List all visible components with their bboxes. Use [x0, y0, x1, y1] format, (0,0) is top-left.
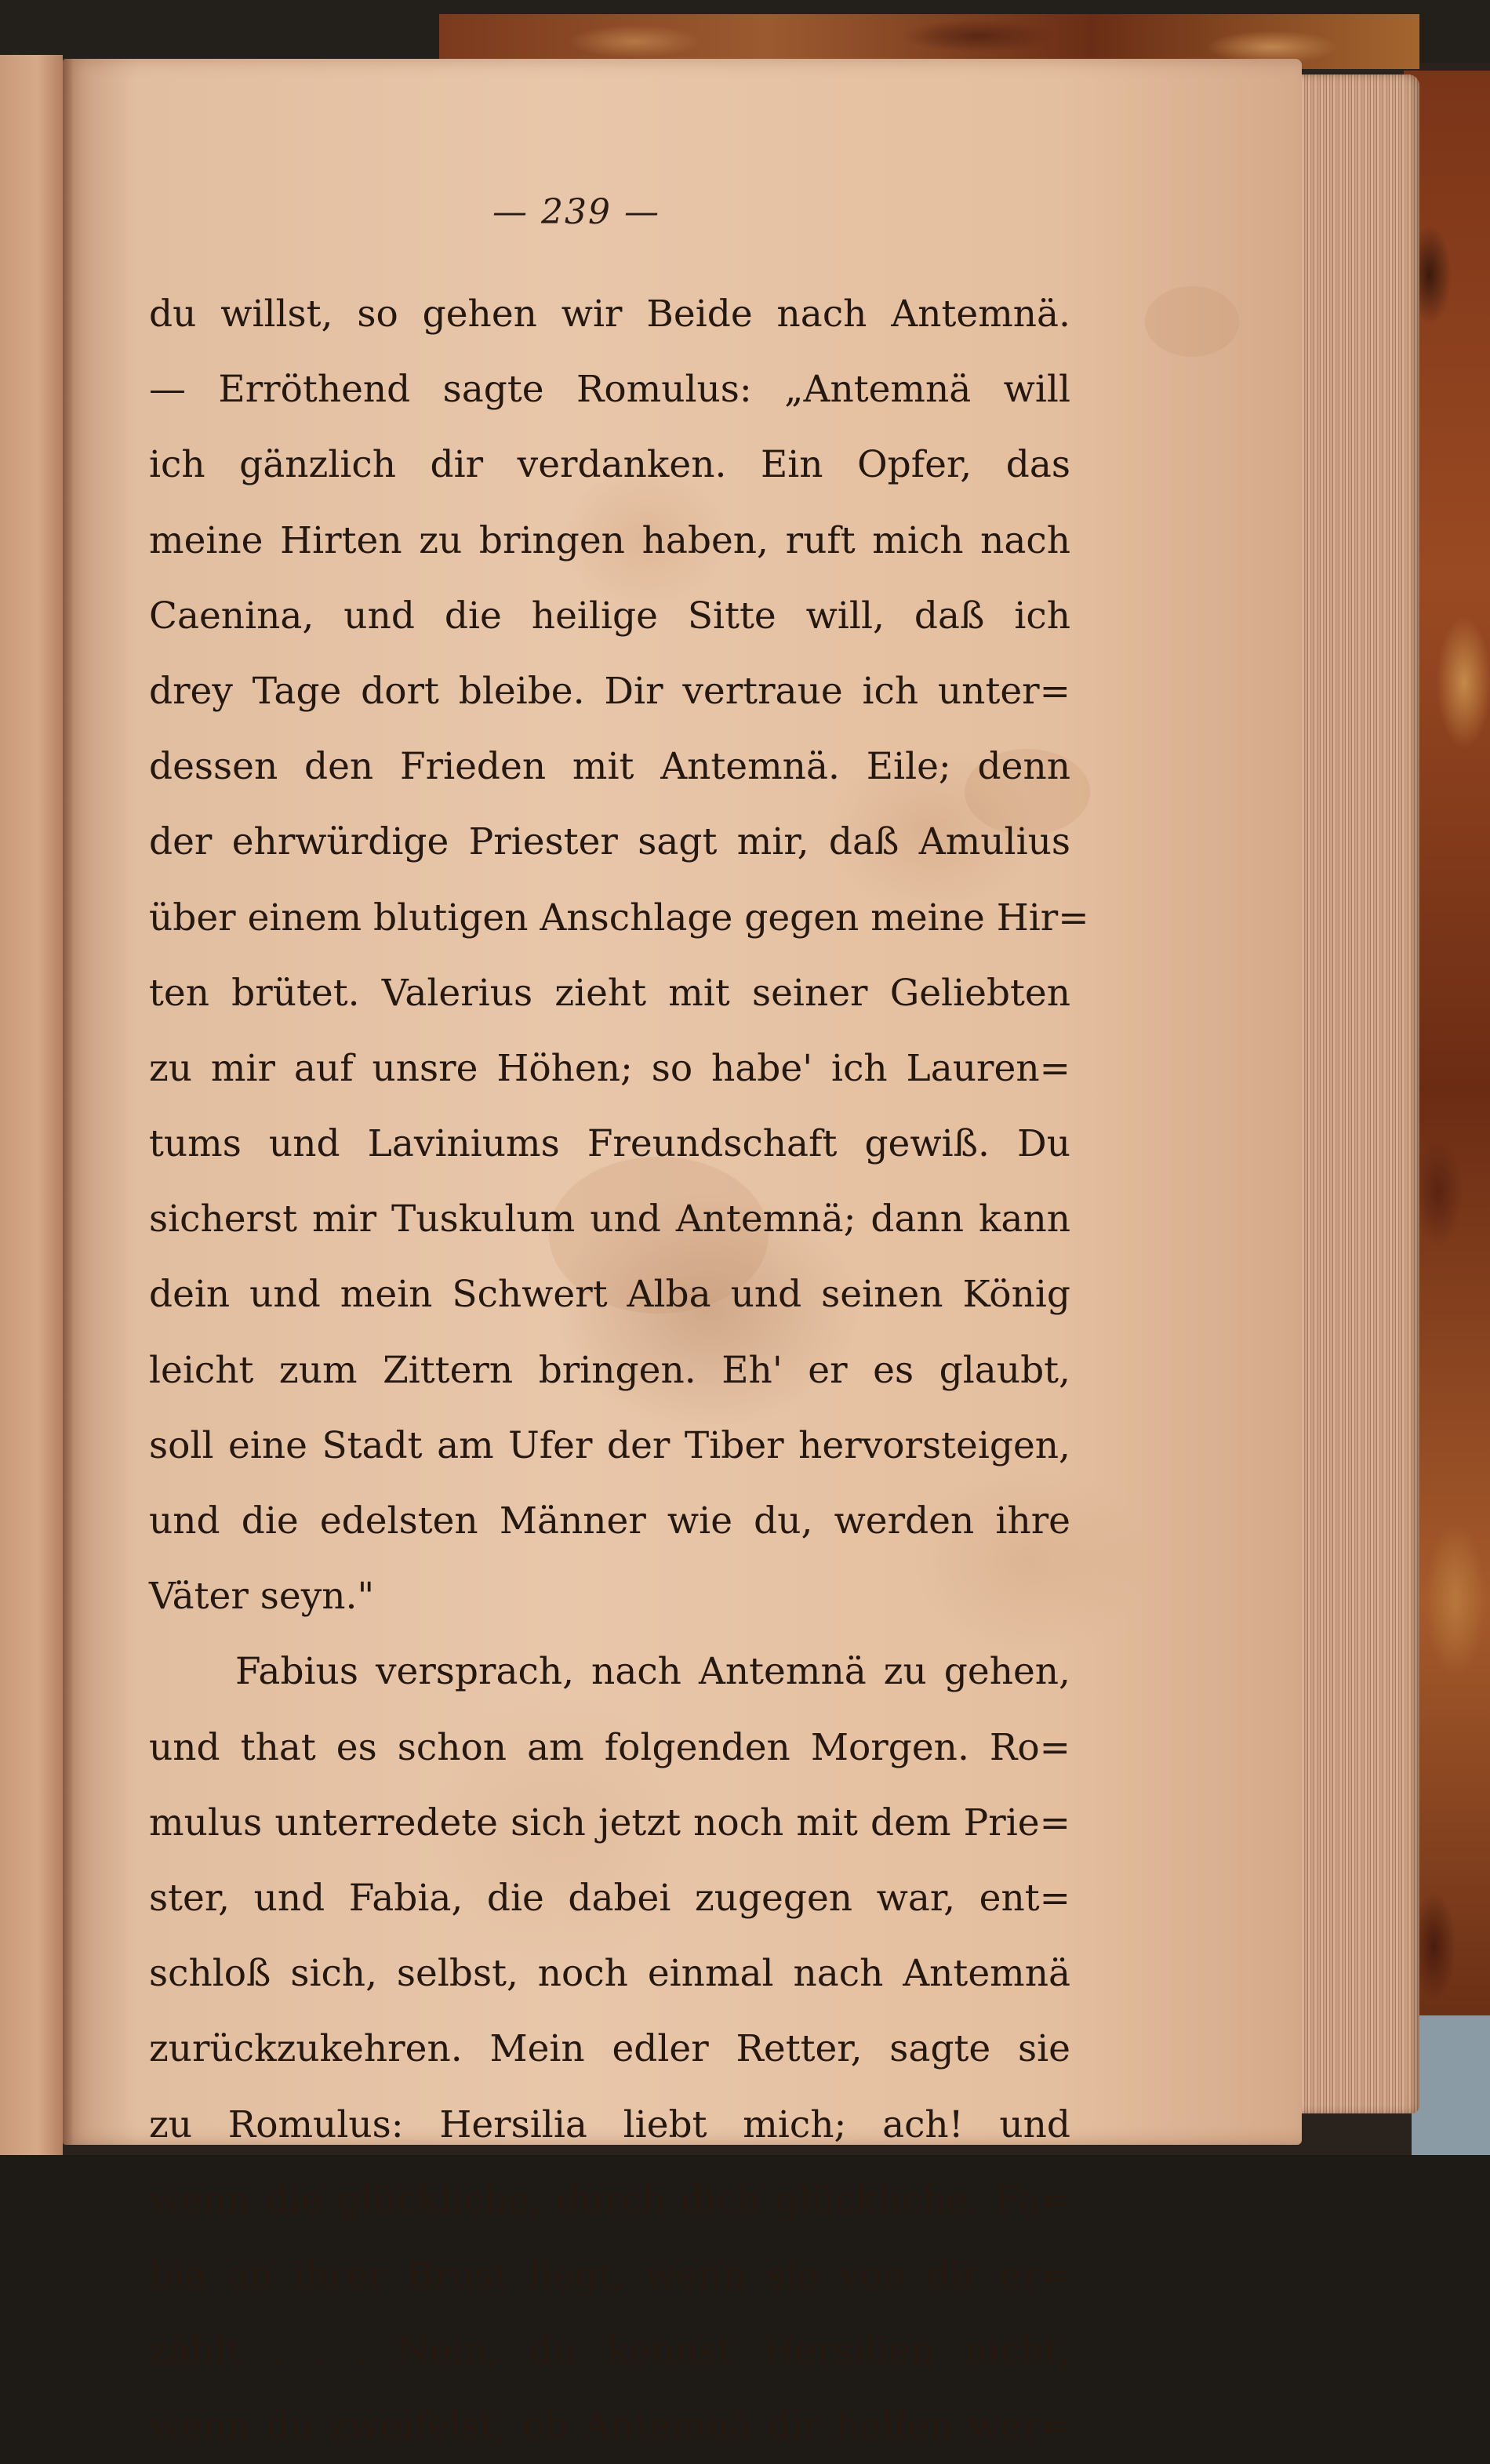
- text-line: zu Romulus: Hersilia liebt mich; ach! und: [149, 2102, 1070, 2146]
- page-number: — 239 —: [492, 192, 660, 232]
- text-line: zählt . . . Nein, du kennst Hersilien nicht,: [149, 2329, 1070, 2373]
- text-line: drey Tage dort bleibe. Dir vertraue ich unter=: [149, 669, 1070, 713]
- text-line: und that es schon am folgenden Morgen. Ro=: [149, 1725, 1070, 1769]
- text-line: ten brütet. Valerius zieht mit seiner Geliebten: [149, 971, 1070, 1015]
- text-line: zurückzukehren. Mein edler Retter, sagte sie: [149, 2027, 1070, 2071]
- foxing-stain: [1145, 286, 1239, 357]
- text-line: schloß sich, selbst, noch einmal nach Antemnä: [149, 1952, 1070, 1996]
- body-text: [149, 277, 1089, 2464]
- page-gutter-shadow: [63, 59, 74, 2145]
- text-line: Fabius versprach, nach Antemnä zu gehen,: [235, 1650, 1070, 1694]
- facing-page-edge: [0, 55, 63, 2155]
- book-page: [63, 59, 1302, 2448]
- text-line: meine Hirten zu bringen haben, ruft mich nach: [149, 518, 1070, 562]
- text-line: Väter seyn.": [149, 1575, 375, 1619]
- page-fore-edge: [1286, 75, 1419, 2113]
- endpaper-corner: [1412, 2015, 1490, 2155]
- text-line: dein und mein Schwert Alba und seinen König: [149, 1273, 1070, 1317]
- text-line: zu mir auf unsre Höhen; so habe' ich Lauren=: [149, 1046, 1070, 1090]
- text-line: wenn du zweifelst, ob Antemnä dir helfen wer=: [149, 2404, 1070, 2448]
- text-line: Caenina, und die heilige Sitte will, daß ich: [149, 594, 1070, 638]
- text-line: ster, und Fabia, die dabei zugegen war, ent=: [149, 1876, 1070, 1920]
- text-line: der ehrwürdige Priester sagt mir, daß Amulius: [149, 820, 1070, 864]
- text-line: tums und Laviniums Freundschaft gewiß. Du: [149, 1122, 1070, 1166]
- text-line: wenn die glückliche, durch dich glückliche, Fa=: [149, 2178, 1070, 2222]
- text-line: bia an ihrer Brust liegt, wenn sie von dir er=: [149, 2253, 1070, 2297]
- text-line: über einem blutigen Anschlage gegen meine Hir=: [149, 896, 1089, 939]
- text-line: sicherst mir Tuskulum und Antemnä; dann kann: [149, 1197, 1070, 1241]
- text-line: du willst, so gehen wir Beide nach Antemnä.: [149, 293, 1070, 336]
- text-line: — Erröthend sagte Romulus: „Antemnä will: [149, 368, 1070, 412]
- text-line: ich gänzlich dir verdanken. Ein Opfer, das: [149, 443, 1070, 487]
- text-line: mulus unterredete sich jetzt noch mit dem Prie=: [149, 1801, 1070, 1844]
- text-line: dessen den Frieden mit Antemnä. Eile; denn: [149, 745, 1070, 789]
- text-line: soll eine Stadt am Ufer der Tiber hervorsteigen,: [149, 1423, 1070, 1467]
- text-line: leicht zum Zittern bringen. Eh' er es glaubt,: [149, 1348, 1070, 1392]
- text-line: und die edelsten Männer wie du, werden ihre: [149, 1499, 1070, 1543]
